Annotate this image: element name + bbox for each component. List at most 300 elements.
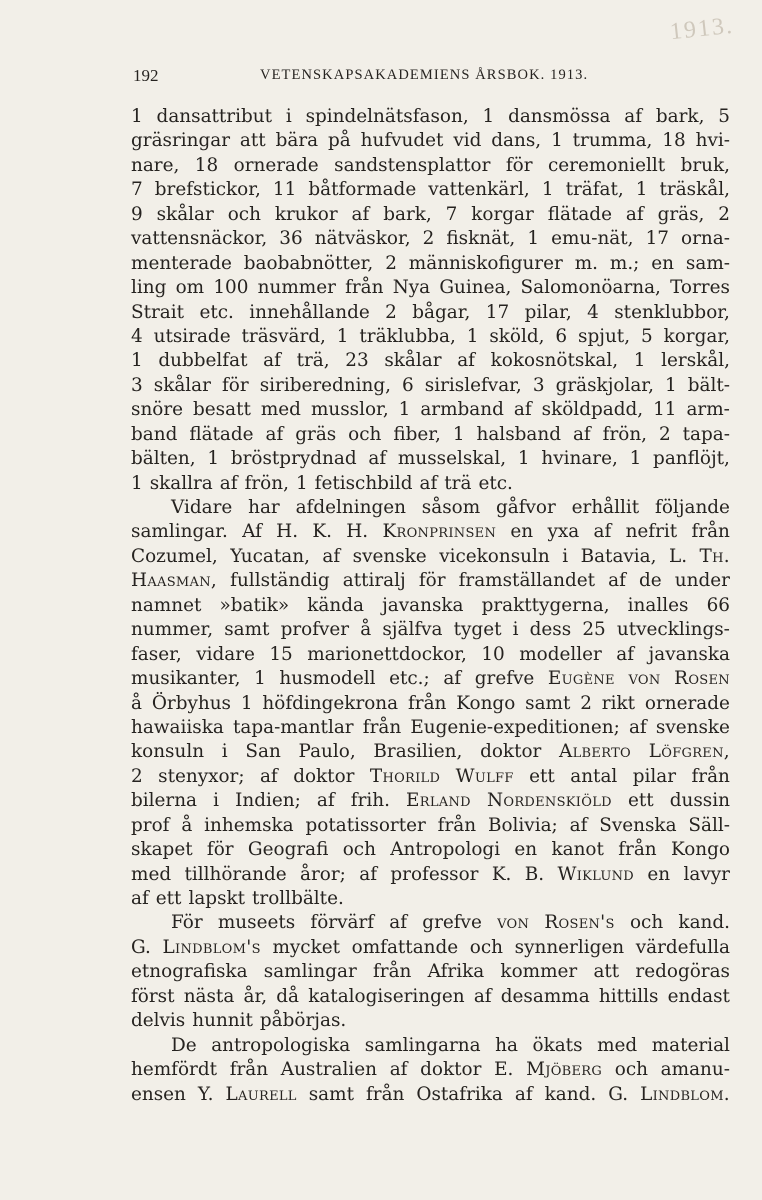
word: fetischbild — [314, 472, 413, 494]
text-line — [131, 1058, 730, 1082]
word: 1 — [336, 325, 349, 347]
word: tyget — [453, 619, 502, 641]
word: af — [419, 472, 438, 494]
word: 100 — [213, 277, 249, 299]
word: först — [131, 985, 175, 1007]
word: bälten, — [131, 448, 196, 470]
word: dansmössa — [508, 106, 611, 127]
word: 3 — [532, 374, 545, 396]
word: Örbyhus — [151, 692, 231, 714]
word: konsuln — [131, 741, 205, 763]
word: samt — [525, 692, 571, 714]
word: för — [505, 154, 533, 176]
word: hvi- — [695, 130, 730, 152]
word: Ostafrika — [416, 1083, 503, 1105]
word: dussin — [669, 790, 730, 812]
word: Th. — [699, 545, 730, 567]
word: frön, — [602, 423, 648, 445]
word: Australien — [280, 1059, 377, 1081]
word: hawaiiska — [131, 716, 224, 738]
word: 2 — [718, 203, 730, 225]
word: såsom — [421, 497, 481, 518]
word: trä — [444, 472, 472, 494]
word: påbörjas. — [259, 1010, 347, 1032]
word: halsband — [476, 423, 561, 445]
word: grefve — [474, 668, 535, 690]
word: vicekonsuln — [439, 545, 550, 567]
word: bark, — [383, 203, 432, 225]
text-line — [131, 178, 730, 202]
word: under — [674, 570, 730, 592]
word: 3 — [131, 374, 143, 396]
word: af — [624, 106, 643, 127]
text-line — [131, 716, 730, 740]
word: en — [514, 839, 538, 861]
word: skålar — [156, 203, 214, 225]
word: ceremoniellt — [547, 154, 666, 176]
word: Strait — [131, 301, 185, 323]
word: i — [562, 545, 569, 567]
word: delvis — [131, 1010, 186, 1032]
word: snöre — [131, 399, 184, 421]
word: bilerna — [131, 790, 198, 812]
word: 18 — [662, 130, 686, 152]
word: af — [131, 888, 149, 909]
word: bark, — [655, 106, 705, 127]
word: frih. — [350, 790, 390, 812]
word: svenske — [655, 716, 730, 738]
word: von — [628, 668, 661, 690]
text-line — [131, 472, 730, 496]
word: musselskal, — [397, 448, 507, 470]
word: Nya — [392, 277, 431, 299]
word: dans, — [491, 130, 542, 152]
word: Alberto — [559, 741, 631, 763]
word: baobabnötter, — [243, 252, 374, 274]
text-line — [131, 618, 730, 642]
running-title: VETENSKAPSAKADEMIENS ÅRSBOK. 1913. — [260, 67, 589, 83]
word: 7 — [445, 203, 458, 225]
word: K. — [491, 863, 512, 885]
word: 1 — [240, 692, 253, 714]
word: tillhörande — [184, 863, 287, 885]
word: 6 — [555, 325, 568, 347]
word: 4 — [131, 325, 143, 347]
word: Lindblom. — [640, 1083, 730, 1105]
text-line — [131, 423, 730, 447]
word: 2 — [659, 423, 671, 445]
word: af — [322, 545, 341, 567]
word: 1 — [452, 423, 465, 445]
word: 1 — [517, 448, 530, 470]
word: af — [513, 399, 532, 421]
word: vattenkärl, — [428, 179, 530, 201]
word: träklubba, — [359, 325, 456, 347]
word: G. — [608, 1083, 629, 1105]
word: potatissorter — [305, 814, 426, 836]
word: från — [691, 765, 730, 787]
word: ha — [495, 1034, 518, 1056]
word: arm- — [686, 399, 730, 421]
text-line — [131, 349, 730, 373]
word: Indien; — [235, 790, 301, 812]
word: å — [131, 692, 142, 714]
word: dess — [529, 619, 572, 641]
body-text — [131, 105, 730, 1107]
text-line — [131, 887, 730, 911]
word: musikanter, — [131, 668, 241, 690]
word: 2 — [385, 252, 397, 274]
word: korgar, — [663, 325, 730, 347]
word: sam- — [685, 252, 730, 274]
word: etc. — [478, 472, 513, 494]
word: doktor — [293, 765, 355, 787]
word: musslor, — [310, 399, 389, 421]
word: besatt — [193, 399, 251, 421]
word: tapa- — [682, 423, 730, 445]
word: faser, — [131, 643, 182, 665]
text-line — [131, 643, 730, 667]
word: inhemska — [204, 814, 294, 836]
word: 17 — [485, 301, 510, 323]
text-line — [131, 936, 730, 960]
word: lapskt — [188, 888, 246, 909]
word: från — [372, 961, 412, 983]
word: Rosen — [674, 668, 730, 690]
word: har — [248, 497, 280, 518]
word: Kongo — [456, 692, 516, 714]
word: af — [628, 716, 647, 738]
word: bågar, — [412, 301, 471, 323]
word: gräskjolar, — [555, 374, 654, 396]
word: i — [213, 790, 220, 812]
word: kanot — [551, 839, 604, 861]
word: Torres — [670, 277, 730, 299]
word: De — [171, 1034, 197, 1056]
word: Mjöberg — [526, 1059, 603, 1081]
word: skapet — [131, 839, 193, 861]
word: desamma — [500, 985, 590, 1007]
word: Säll- — [688, 814, 730, 836]
word: för — [206, 839, 234, 861]
word: Yucatan, — [230, 545, 310, 567]
word: E. — [494, 1059, 514, 1081]
word: 15 — [269, 643, 293, 665]
word: och — [227, 203, 261, 225]
text-line — [131, 276, 730, 300]
word: yxa — [547, 521, 580, 543]
word: m. — [574, 252, 598, 274]
word: 1 — [551, 130, 563, 152]
word: af — [569, 814, 588, 836]
text-line — [131, 1034, 730, 1058]
pencil-annotation: 1913. — [668, 12, 736, 46]
word: För — [171, 912, 203, 934]
word: rikt — [601, 692, 636, 714]
word: träskål, — [659, 179, 730, 201]
word: af — [457, 350, 475, 372]
word: lavyr — [683, 863, 730, 885]
text-line — [131, 325, 730, 349]
word: och — [348, 423, 382, 445]
word: doktor — [420, 1059, 482, 1081]
word: åror; — [300, 863, 346, 885]
word: siriberedning, — [259, 374, 391, 396]
word: af — [389, 912, 408, 934]
word: prakttygerna, — [481, 594, 610, 616]
word: redogöras — [635, 961, 730, 983]
word: af — [389, 1059, 408, 1081]
word: etc.; — [389, 668, 430, 690]
word: Wiklund — [557, 863, 635, 885]
word: korgar — [471, 203, 534, 225]
word: kokosnötskal, — [490, 350, 619, 372]
word: i — [221, 741, 228, 763]
word: af — [359, 863, 378, 885]
text-line — [131, 154, 730, 178]
word: samt — [224, 619, 270, 641]
word: Erland — [406, 790, 471, 812]
word: menterade — [131, 252, 232, 274]
word: bröstprydnad — [230, 448, 357, 470]
word: en — [651, 252, 675, 274]
word: 1 — [541, 179, 554, 201]
word: höfdingekrona — [262, 692, 399, 714]
word: vid — [453, 130, 482, 152]
word: 17 — [645, 228, 669, 250]
word: G. — [131, 936, 151, 958]
word: från — [362, 716, 402, 738]
word: sirislefvar, — [424, 374, 522, 396]
word: själfva — [382, 619, 443, 641]
word: 11 — [272, 179, 297, 201]
word: ett — [155, 888, 182, 909]
word: från — [618, 839, 657, 861]
text-line — [131, 252, 730, 276]
word: af — [473, 985, 492, 1007]
text-line — [131, 447, 730, 471]
word: doktor — [480, 741, 542, 763]
word: af — [625, 203, 644, 225]
word: vidare — [196, 643, 255, 665]
word: skålar — [384, 350, 442, 372]
text-line — [131, 863, 730, 887]
word: javanska — [382, 594, 464, 616]
word: pilar — [632, 765, 677, 787]
word: orna- — [681, 228, 730, 250]
word: samt — [308, 1083, 354, 1105]
word: från — [345, 277, 384, 299]
page-number: 192 — [133, 66, 159, 85]
word: inalles — [627, 594, 689, 616]
word: samlingar. — [131, 521, 228, 543]
word: panflöjt, — [653, 448, 730, 470]
word: lerskål, — [661, 350, 730, 372]
word: 2 — [422, 228, 435, 250]
word: Thorild — [369, 765, 441, 787]
word: år, — [243, 985, 268, 1007]
word: synnerligen — [514, 936, 625, 958]
word: krukor — [274, 203, 338, 225]
word: af — [443, 668, 462, 690]
word: brefstickor, — [154, 179, 261, 201]
word: innehållande — [249, 301, 370, 323]
word: med — [131, 863, 172, 885]
page-header — [133, 66, 730, 86]
word: gräsringar — [131, 130, 231, 152]
word: å — [181, 814, 193, 836]
word: amanu- — [660, 1059, 730, 1081]
word: af — [259, 765, 278, 787]
word: från — [691, 521, 730, 543]
word: husmodell — [279, 668, 376, 690]
word: 66 — [706, 594, 730, 616]
word: »batik» — [219, 594, 290, 616]
word: hvinare, — [541, 448, 618, 470]
word: ornerade — [233, 154, 319, 176]
word: 25 — [582, 619, 606, 641]
word: på — [327, 130, 351, 152]
word: att — [239, 130, 266, 152]
word: band — [131, 423, 178, 445]
word: ling — [131, 277, 167, 299]
word: i — [285, 106, 292, 127]
word: fisknät, — [446, 228, 516, 250]
word: namnet — [131, 594, 202, 616]
word: Brasilien, — [373, 741, 463, 763]
word: af — [593, 521, 612, 543]
text-line — [131, 545, 730, 569]
word: fullständig — [230, 570, 330, 592]
word: Wulff — [455, 765, 514, 787]
word: etc. — [199, 301, 234, 323]
word: Löfgren, — [648, 741, 730, 763]
word: Laurell — [225, 1083, 297, 1105]
word: Bolivia; — [487, 814, 558, 836]
text-line — [131, 129, 730, 153]
word: attiralj — [342, 570, 406, 592]
word: kand. — [544, 1083, 597, 1105]
word: 7 — [131, 179, 143, 201]
word: 1 — [635, 179, 648, 201]
word: spjut, — [578, 325, 631, 347]
word: samlingar — [263, 961, 357, 983]
word: Eugène — [547, 668, 615, 690]
word: och — [342, 839, 376, 861]
word: 1 — [131, 106, 143, 127]
word: 36 — [279, 228, 303, 250]
word: ornerade — [644, 692, 730, 714]
word: människofigurer — [408, 252, 563, 274]
word: H. — [346, 521, 369, 543]
word: Salomonöarna, — [520, 277, 661, 299]
word: etnografiska — [131, 961, 248, 983]
word: att — [593, 961, 620, 983]
word: flätade — [547, 203, 612, 225]
word: kända — [307, 594, 364, 616]
word: följande — [655, 497, 730, 518]
word: 1 — [295, 472, 308, 494]
word: marionettdockor, — [307, 643, 467, 665]
word: ett — [529, 765, 555, 787]
word: dansattribut — [156, 106, 272, 127]
text-line — [131, 594, 730, 618]
word: af — [572, 423, 591, 445]
word: utsirade — [153, 325, 231, 347]
word: skallra — [149, 472, 213, 494]
word: trollbälte. — [252, 888, 344, 909]
word: dubbelfat — [158, 350, 248, 372]
word: 1 — [466, 325, 479, 347]
word: sköldpadd, — [541, 399, 644, 421]
text-line — [131, 398, 730, 422]
word: om — [175, 277, 205, 299]
word: med — [260, 399, 301, 421]
word: Geografi — [247, 839, 329, 861]
text-line — [131, 374, 730, 398]
word: 10 — [481, 643, 505, 665]
word: bruk, — [680, 154, 730, 176]
word: af — [608, 570, 626, 592]
word: material — [651, 1034, 730, 1056]
word: 18 — [194, 154, 219, 176]
word: från — [229, 1059, 269, 1081]
word: profver — [280, 619, 350, 641]
word: kommer — [500, 961, 578, 983]
word: von — [497, 912, 530, 934]
word: pilar, — [524, 301, 572, 323]
word: Vidare — [171, 497, 233, 518]
text-line — [131, 692, 730, 716]
word: Lindblom's — [162, 936, 261, 958]
word: för — [418, 570, 446, 592]
word: gräs — [295, 423, 337, 445]
word: en — [647, 863, 671, 885]
word: trumma, — [572, 130, 653, 152]
word: afdelningen — [295, 497, 406, 518]
word: ett — [627, 790, 654, 812]
word: träsvärd, — [241, 325, 326, 347]
word: erhållit — [571, 497, 640, 518]
word: ökats — [532, 1034, 583, 1056]
word: Nordenskiöld — [486, 790, 612, 812]
word: 6 — [402, 374, 414, 396]
word: utvecklings- — [616, 619, 730, 641]
word: prof — [131, 814, 170, 836]
word: 5 — [640, 325, 653, 347]
word: gåfvor — [496, 497, 556, 518]
word: hufvudet — [360, 130, 444, 152]
word: fiber, — [393, 423, 441, 445]
word: 1 — [664, 374, 677, 396]
text-line — [131, 740, 730, 764]
word: Haasman, — [131, 570, 218, 592]
text-line — [131, 569, 730, 593]
text-line — [131, 985, 730, 1009]
word: grefve — [422, 912, 482, 934]
word: bära — [275, 130, 319, 152]
word: 1 — [633, 350, 646, 372]
word: 23 — [345, 350, 369, 372]
word: antropologiska — [211, 1034, 351, 1056]
word: B. — [524, 863, 545, 885]
word: nefrit — [625, 521, 678, 543]
word: sköld, — [489, 325, 545, 347]
word: L. — [668, 545, 688, 567]
word: 4 — [587, 301, 599, 323]
word: Svenska — [599, 814, 677, 836]
word: emu-nät, — [551, 228, 634, 250]
